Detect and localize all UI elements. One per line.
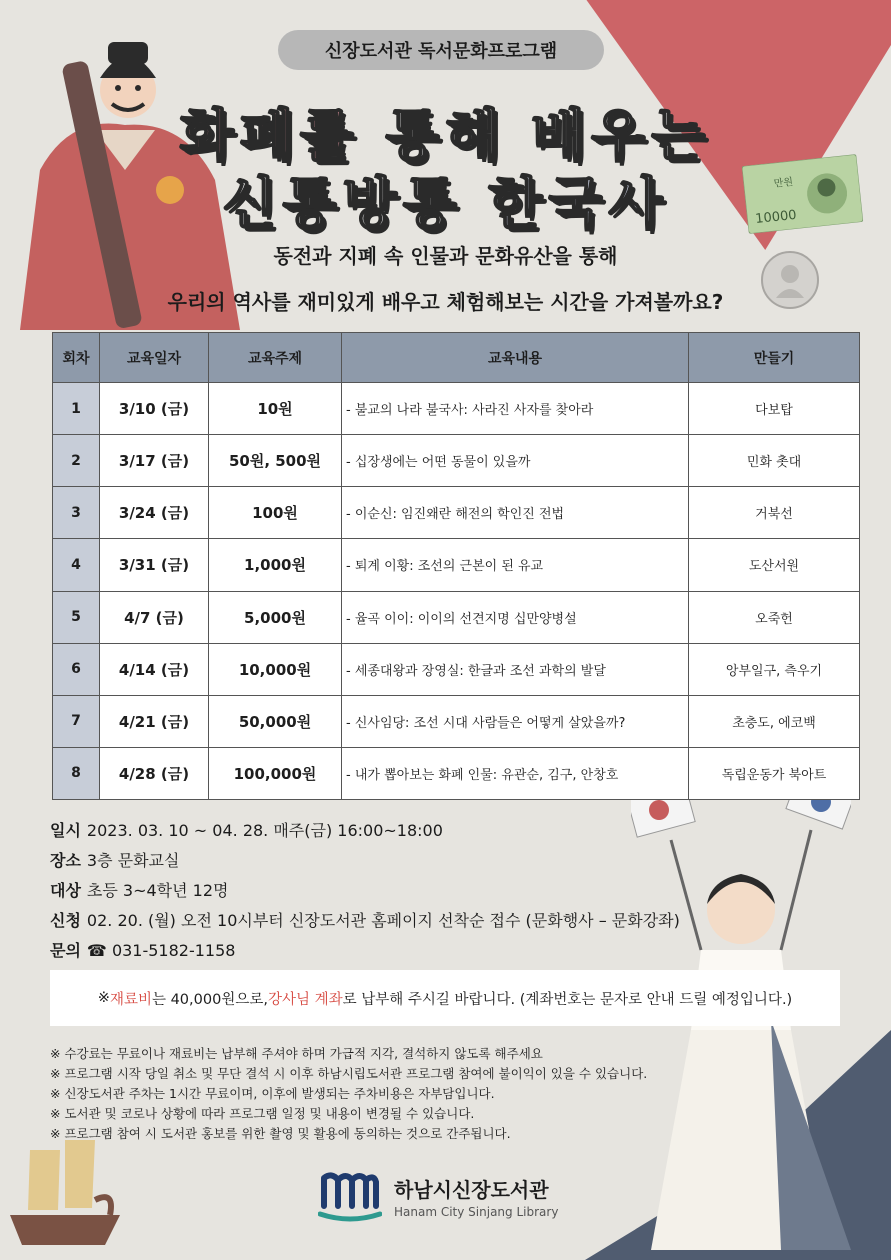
- library-name-en: Hanam City Sinjang Library: [394, 1204, 559, 1219]
- note-item: ※ 도서관 및 코로나 상황에 따라 프로그램 일정 및 내용이 변경될 수 있습니다.: [50, 1106, 475, 1121]
- fee-notice-material: 재료비: [109, 991, 152, 1008]
- header-craft: 만들기: [689, 333, 860, 383]
- cell-date: 3/24 (금): [100, 487, 209, 539]
- info-target: [50, 878, 229, 901]
- info-target-value: 초등 3~4학년 12명: [86, 881, 229, 900]
- info-apply-label: 신청: [50, 911, 81, 930]
- cell-topic: 50,000원: [209, 695, 342, 747]
- info-date: [50, 818, 443, 841]
- table-row: [53, 695, 860, 747]
- info-contact-value: ☎ 031-5182-1158: [86, 941, 236, 960]
- cell-session: 7: [53, 695, 100, 747]
- fee-notice-mid: 는 40,000원으로,: [151, 991, 268, 1008]
- header-date: 교육일자: [100, 333, 209, 383]
- info-target-label: 대상: [50, 881, 81, 900]
- cell-topic: 10원: [209, 383, 342, 435]
- cell-session: 5: [53, 591, 100, 643]
- info-date-value: 2023. 03. 10 ~ 04. 28. 매주(금) 16:00~18:00: [86, 821, 443, 840]
- header-content: 교육내용: [342, 333, 689, 383]
- cell-craft: 민화 촛대: [689, 435, 860, 487]
- info-apply-value: 02. 20. (월) 오전 10시부터 신장도서관 홈페이지 선착순 접수 (문화행사 – 문화강좌): [86, 911, 680, 930]
- table-row: [53, 643, 860, 695]
- notes-list: [50, 1044, 647, 1144]
- note-item: ※ 수강료는 무료이나 재료비는 납부해 주셔야 하며 가급적 지각, 결석하지 않도록 해주세요: [50, 1046, 543, 1061]
- note-item: ※ 신장도서관 주차는 1시간 무료이며, 이후에 발생되는 주차비용은 자부담입니다.: [50, 1086, 495, 1101]
- cell-date: 3/31 (금): [100, 539, 209, 591]
- info-apply: [50, 908, 680, 931]
- cell-session: 4: [53, 539, 100, 591]
- ship-illustration: [10, 1130, 120, 1250]
- title-highlight-history: 한국사: [488, 172, 669, 237]
- cell-content: - 이순신: 임진왜란 해전의 학인진 전법: [342, 487, 689, 539]
- fee-notice-box: [50, 970, 840, 1026]
- cell-topic: 5,000원: [209, 591, 342, 643]
- program-badge: 신장도서관 독서문화프로그램: [278, 30, 604, 70]
- cell-date: 4/14 (금): [100, 643, 209, 695]
- header-topic: 교육주제: [209, 333, 342, 383]
- schedule-header-row: [53, 333, 860, 383]
- cell-session: 6: [53, 643, 100, 695]
- cell-craft: 초충도, 에코백: [689, 695, 860, 747]
- table-row: [53, 435, 860, 487]
- subtitle-line2: 우리의 역사를 재미있게 배우고 체험해보는 시간을 가져볼까요?: [167, 290, 724, 314]
- info-place: [50, 848, 179, 871]
- cell-craft: 독립운동가 북아트: [689, 747, 860, 799]
- cell-topic: 50원, 500원: [209, 435, 342, 487]
- table-row: [53, 383, 860, 435]
- cell-session: 2: [53, 435, 100, 487]
- schedule-table: [52, 332, 860, 800]
- info-contact-label: 문의: [50, 941, 81, 960]
- cell-craft: 앙부일구, 측우기: [689, 643, 860, 695]
- cell-date: 3/17 (금): [100, 435, 209, 487]
- library-logo: [318, 1166, 588, 1226]
- cell-content: - 퇴계 이황: 조선의 근본이 된 유교: [342, 539, 689, 591]
- cell-content: - 세종대왕과 장영실: 한글과 조선 과학의 발달: [342, 643, 689, 695]
- info-place-label: 장소: [50, 851, 81, 870]
- table-row: [53, 487, 860, 539]
- cell-craft: 도산서원: [689, 539, 860, 591]
- cell-date: 4/7 (금): [100, 591, 209, 643]
- fee-notice-account: 강사님 계좌: [267, 991, 343, 1008]
- cell-content: - 내가 뽑아보는 화폐 인물: 유관순, 김구, 안창호: [342, 747, 689, 799]
- subtitle-line1: 동전과 지폐 속 인물과 문화유산을 통해: [273, 244, 618, 268]
- cell-date: 4/21 (금): [100, 695, 209, 747]
- cell-content: - 불교의 나라 불국사: 사라진 사자를 찾아라: [342, 383, 689, 435]
- info-place-value: 3층 문화교실: [86, 851, 180, 870]
- note-item: ※ 프로그램 참여 시 도서관 홍보를 위한 촬영 및 활용에 동의하는 것으로 간주됩니다.: [50, 1126, 511, 1141]
- banknote-value: 10000: [754, 207, 798, 228]
- library-name-ko: 하남시신장도서관: [394, 1177, 549, 1202]
- fee-notice-suffix: 로 납부해 주시길 바랍니다. (계좌번호는 문자로 안내 드릴 예정입니다.): [342, 991, 793, 1008]
- title-line2-main: 신통방통: [222, 172, 489, 237]
- cell-session: 3: [53, 487, 100, 539]
- table-row: [53, 591, 860, 643]
- cell-craft: 다보탑: [689, 383, 860, 435]
- cell-session: 1: [53, 383, 100, 435]
- cell-craft: 거북선: [689, 487, 860, 539]
- info-date-label: 일시: [50, 821, 81, 840]
- table-row: [53, 747, 860, 799]
- cell-date: 3/10 (금): [100, 383, 209, 435]
- title-highlight-currency: 화폐를: [179, 104, 360, 169]
- info-contact: [50, 938, 235, 961]
- title-line1-rest: 통해 배우는: [359, 104, 712, 169]
- cell-topic: 10,000원: [209, 643, 342, 695]
- cell-topic: 1,000원: [209, 539, 342, 591]
- cell-craft: 오죽헌: [689, 591, 860, 643]
- table-row: [53, 539, 860, 591]
- cell-topic: 100,000원: [209, 747, 342, 799]
- cell-topic: 100원: [209, 487, 342, 539]
- banknote-label: 만원: [773, 176, 794, 190]
- note-item: ※ 프로그램 시작 당일 취소 및 무단 결석 시 이후 하남시립도서관 프로그램 참여에 불이익이 있을 수 있습니다.: [50, 1066, 648, 1081]
- cell-session: 8: [53, 747, 100, 799]
- fee-notice-prefix: ※: [97, 990, 110, 1006]
- cell-content: - 십장생에는 어떤 동물이 있을까: [342, 435, 689, 487]
- cell-date: 4/28 (금): [100, 747, 209, 799]
- header-session: 회차: [53, 333, 100, 383]
- library-logo-icon: [318, 1170, 382, 1222]
- main-title-line2: [0, 160, 891, 240]
- cell-content: - 율곡 이이: 이이의 선견지명 십만양병설: [342, 591, 689, 643]
- cell-content: - 신사임당: 조선 시대 사람들은 어떻게 살았을까?: [342, 695, 689, 747]
